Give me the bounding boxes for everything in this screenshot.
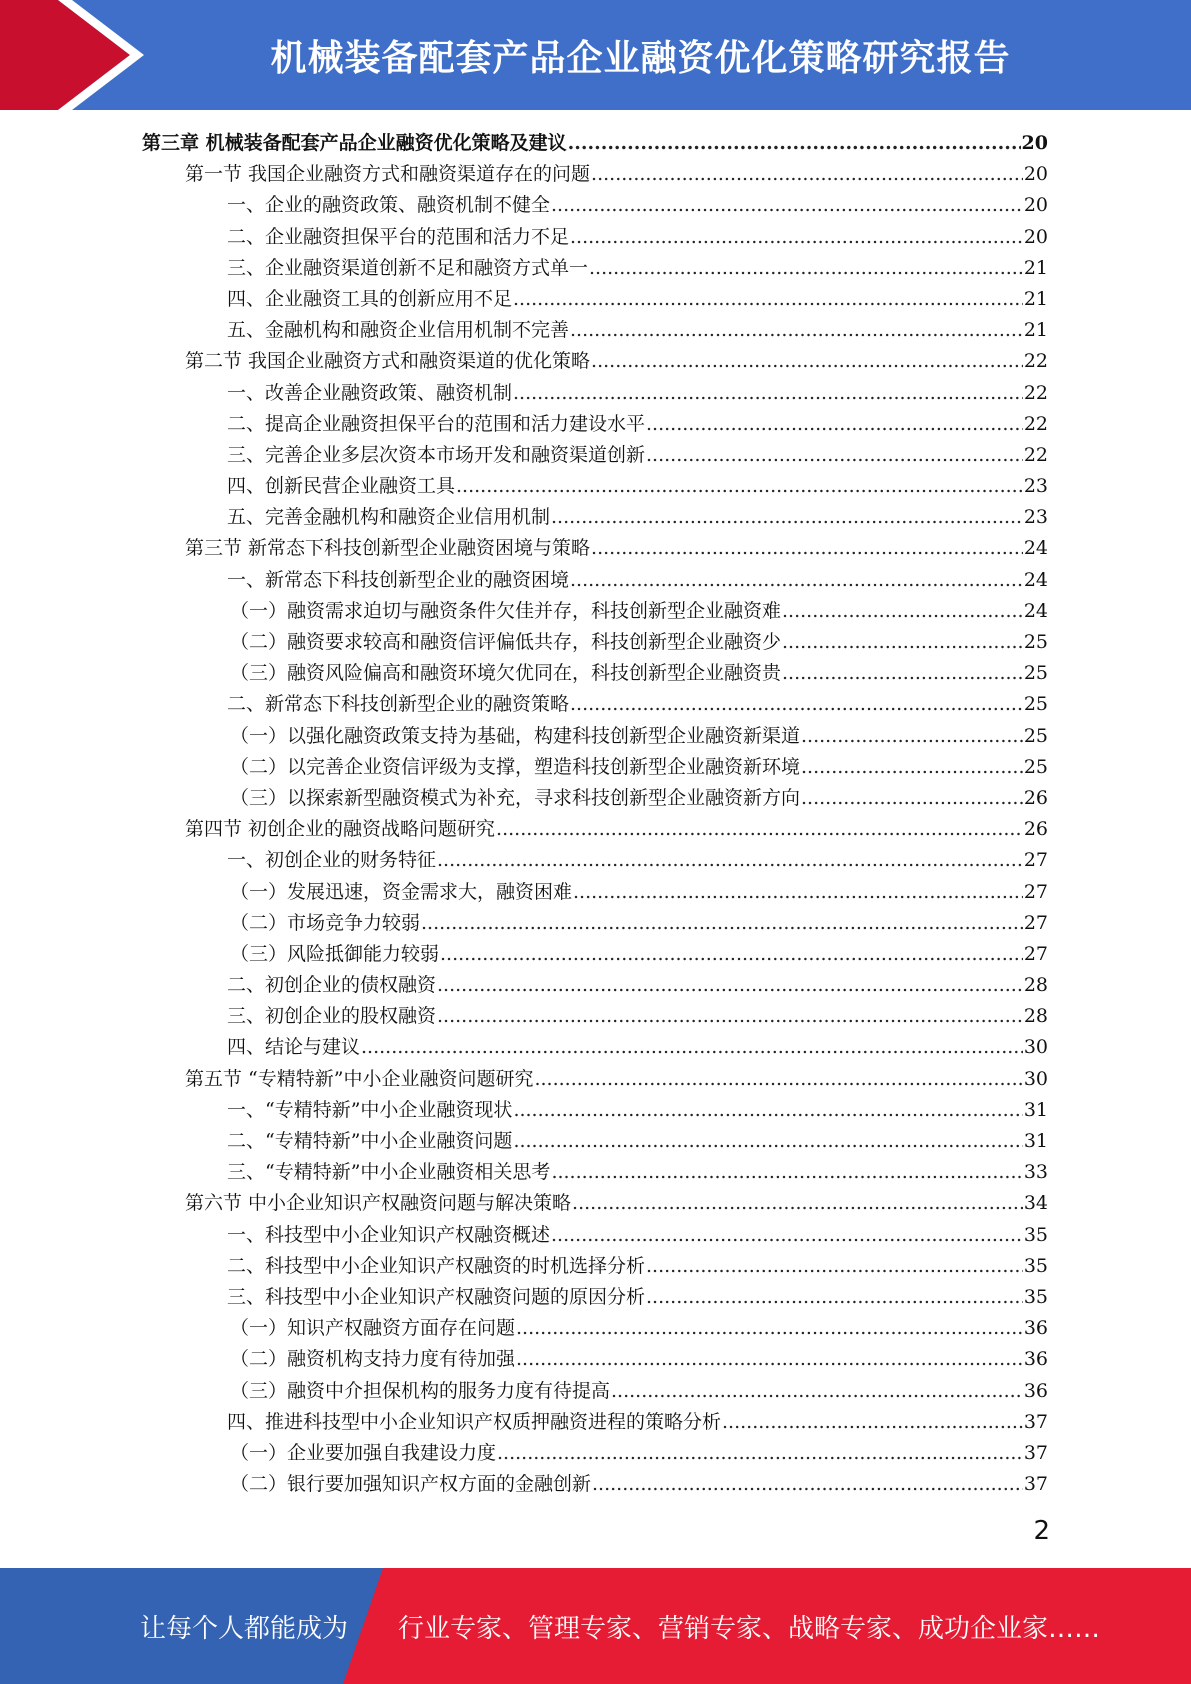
toc-entry-title: 第三章 机械装备配套产品企业融资优化策略及建议: [142, 132, 567, 154]
toc-dot-leader: [516, 1313, 1023, 1344]
toc-entry-title: 三、“专精特新”中小企业融资相关思考: [227, 1161, 551, 1184]
toc-entry-title: 二、初创企业的债权融资: [227, 974, 437, 997]
toc-entry-page: 34: [1023, 1192, 1048, 1215]
toc-dot-leader: [570, 222, 1023, 253]
toc-entry-title: 一、改善企业融资政策、融资机制: [227, 381, 513, 404]
toc-entry[interactable]: [142, 315, 1048, 346]
toc-dot-leader: [496, 814, 1023, 845]
toc-entry-page: 35: [1023, 1254, 1048, 1277]
toc-entry[interactable]: [142, 1469, 1048, 1500]
toc-entry-page: 37: [1023, 1441, 1048, 1464]
toc-entry[interactable]: [142, 222, 1048, 253]
header-red-chevron: [0, 0, 150, 110]
toc-entry-page: 36: [1023, 1379, 1048, 1402]
toc-entry-title: 二、新常态下科技创新型企业的融资策略: [227, 693, 570, 716]
toc-entry[interactable]: [142, 1001, 1048, 1032]
toc-dot-leader: [570, 565, 1023, 596]
toc-dot-leader: [437, 1001, 1023, 1032]
toc-entry-title: 三、科技型中小企业知识产权融资问题的原因分析: [227, 1285, 646, 1308]
toc-entry-title: 二、科技型中小企业知识产权融资的时机选择分析: [227, 1254, 646, 1277]
toc-entry[interactable]: [142, 1282, 1048, 1313]
toc-entry[interactable]: [142, 1126, 1048, 1157]
toc-dot-leader: [801, 721, 1023, 752]
toc-entry[interactable]: [142, 1251, 1048, 1282]
toc-entry-page: 30: [1023, 1067, 1048, 1090]
toc-entry-title: （一）企业要加强自我建设力度: [230, 1441, 497, 1464]
toc-entry-title: （二）以完善企业资信评级为支撑，塑造科技创新型企业融资新环境: [230, 755, 801, 778]
page-header: [0, 0, 1191, 110]
footer-slogan-right: 行业专家、管理专家、营销专家、战略专家、成功企业家……: [398, 1613, 1101, 1644]
toc-entry[interactable]: [142, 1220, 1048, 1251]
toc-dot-leader: [611, 1376, 1023, 1407]
toc-entry-page: 35: [1023, 1285, 1048, 1308]
toc-entry[interactable]: [142, 783, 1048, 814]
toc-entry-title: 第一节 我国企业融资方式和融资渠道存在的问题: [185, 163, 591, 186]
toc-dot-leader: [437, 970, 1023, 1001]
toc-entry-page: 22: [1023, 381, 1048, 404]
toc-entry-page: 36: [1023, 1348, 1048, 1371]
toc-dot-leader: [570, 315, 1023, 346]
toc-entry-title: （三）融资风险偏高和融资环境欠优同在，科技创新型企业融资贵: [230, 662, 782, 685]
toc-entry-page: 21: [1023, 319, 1048, 342]
toc-entry[interactable]: [142, 1313, 1048, 1344]
toc-dot-leader: [782, 627, 1023, 658]
toc-entry-title: （三）融资中介担保机构的服务力度有待提高: [230, 1379, 611, 1402]
toc-dot-leader: [551, 1157, 1022, 1188]
toc-entry[interactable]: [142, 440, 1048, 471]
toc-dot-leader: [437, 845, 1023, 876]
toc-entry-page: 24: [1023, 568, 1048, 591]
toc-entry[interactable]: [142, 284, 1048, 315]
toc-entry[interactable]: [142, 346, 1048, 377]
toc-entry-page: 27: [1023, 911, 1048, 934]
toc-entry-page: 27: [1023, 880, 1048, 903]
toc-entry[interactable]: [142, 1064, 1048, 1095]
toc-entry-page: 20: [1023, 225, 1048, 248]
toc-entry-title: 三、企业融资渠道创新不足和融资方式单一: [227, 256, 589, 279]
table-of-contents: [142, 128, 1048, 1500]
toc-entry-page: 25: [1023, 693, 1048, 716]
toc-dot-leader: [646, 1282, 1023, 1313]
toc-dot-leader: [782, 658, 1023, 689]
toc-entry[interactable]: [142, 970, 1048, 1001]
toc-entry-title: （二）融资机构支持力度有待加强: [230, 1348, 516, 1371]
toc-entry-page: 23: [1023, 506, 1048, 529]
toc-entry-title: 一、企业的融资政策、融资机制不健全: [227, 194, 551, 217]
toc-entry[interactable]: [142, 596, 1048, 627]
toc-entry-title: 二、企业融资担保平台的范围和活力不足: [227, 225, 570, 248]
toc-entry-title: 一、“专精特新”中小企业融资现状: [227, 1098, 513, 1121]
toc-entry-title: 四、企业融资工具的创新应用不足: [227, 287, 513, 310]
toc-dot-leader: [534, 1064, 1022, 1095]
toc-dot-leader: [801, 783, 1023, 814]
toc-entry[interactable]: [142, 814, 1048, 845]
toc-entry-page: 28: [1023, 974, 1048, 997]
toc-dot-leader: [646, 1251, 1023, 1282]
toc-entry-page: 21: [1023, 287, 1048, 310]
toc-dot-leader: [570, 689, 1023, 720]
toc-entry[interactable]: [142, 908, 1048, 939]
toc-entry[interactable]: [142, 1376, 1048, 1407]
toc-entry-page: 20: [1021, 132, 1048, 154]
toc-dot-leader: [591, 533, 1023, 564]
toc-entry-title: 四、创新民营企业融资工具: [227, 475, 456, 498]
toc-entry-title: （一）以强化融资政策支持为基础，构建科技创新型企业融资新渠道: [230, 724, 801, 747]
toc-dot-leader: [801, 752, 1023, 783]
toc-entry-title: 一、初创企业的财务特征: [227, 849, 437, 872]
toc-entry-page: 22: [1023, 412, 1048, 435]
toc-dot-leader: [456, 471, 1023, 502]
toc-entry[interactable]: [142, 471, 1048, 502]
toc-entry-title: （三）以探索新型融资模式为补充，寻求科技创新型企业融资新方向: [230, 786, 801, 809]
toc-entry-page: 20: [1023, 163, 1048, 186]
toc-dot-leader: [551, 1220, 1023, 1251]
toc-dot-leader: [440, 939, 1023, 970]
toc-entry-title: （一）知识产权融资方面存在问题: [230, 1317, 516, 1340]
toc-entry-title: 五、完善金融机构和融资企业信用机制: [227, 506, 551, 529]
toc-dot-leader: [551, 190, 1023, 221]
toc-entry[interactable]: [142, 845, 1048, 876]
toc-entry[interactable]: [142, 533, 1048, 564]
toc-entry-page: 30: [1023, 1036, 1048, 1059]
toc-entry-title: 五、金融机构和融资企业信用机制不完善: [227, 319, 570, 342]
toc-entry[interactable]: [142, 190, 1048, 221]
toc-dot-leader: [516, 1344, 1023, 1375]
toc-entry-title: （二）融资要求较高和融资信评偏低共存，科技创新型企业融资少: [230, 631, 782, 653]
toc-entry[interactable]: [142, 721, 1048, 752]
toc-entry-page: 27: [1023, 849, 1048, 872]
toc-entry-title: （三）风险抵御能力较弱: [230, 942, 440, 965]
toc-dot-leader: [551, 502, 1023, 533]
toc-dot-leader: [589, 253, 1023, 284]
toc-entry[interactable]: [142, 1188, 1048, 1219]
toc-dot-leader: [568, 128, 1021, 159]
toc-entry[interactable]: [142, 128, 1048, 159]
toc-entry-page: 35: [1023, 1223, 1048, 1246]
toc-entry-page: 21: [1023, 256, 1048, 279]
toc-entry-page: 31: [1023, 1098, 1048, 1121]
toc-entry[interactable]: [142, 939, 1048, 970]
toc-dot-leader: [591, 159, 1023, 190]
toc-entry-page: 37: [1023, 1410, 1048, 1433]
toc-dot-leader: [497, 1438, 1023, 1469]
toc-entry[interactable]: [142, 409, 1048, 440]
toc-dot-leader: [646, 409, 1023, 440]
toc-dot-leader: [361, 1032, 1023, 1063]
toc-entry-page: 36: [1023, 1317, 1048, 1340]
toc-entry[interactable]: [142, 1407, 1048, 1438]
toc-dot-leader: [782, 596, 1023, 627]
toc-entry-title: 一、新常态下科技创新型企业的融资困境: [227, 568, 570, 591]
toc-entry-title: 第四节 初创企业的融资战略问题研究: [185, 818, 496, 841]
toc-entry-page: 31: [1023, 1130, 1048, 1152]
toc-entry-page: 33: [1023, 1161, 1048, 1184]
toc-entry-title: （二）银行要加强知识产权方面的金融创新: [230, 1473, 592, 1496]
toc-entry-page: 20: [1023, 194, 1048, 217]
toc-entry-page: 28: [1023, 1005, 1048, 1028]
toc-entry-page: 24: [1023, 537, 1048, 560]
toc-entry[interactable]: [142, 658, 1048, 689]
toc-entry-page: 26: [1023, 818, 1048, 841]
page-number: 2: [1033, 1516, 1050, 1546]
toc-entry-page: 25: [1023, 662, 1048, 685]
toc-entry[interactable]: [142, 378, 1048, 409]
footer-slogan-left: 让每个人都能成为: [140, 1613, 349, 1644]
toc-entry[interactable]: [142, 1438, 1048, 1469]
toc-dot-leader: [513, 284, 1023, 315]
toc-dot-leader: [646, 440, 1023, 471]
toc-entry-title: 二、“专精特新”中小企业融资问题: [227, 1130, 513, 1152]
toc-entry[interactable]: [142, 1032, 1048, 1063]
toc-entry-title: 四、推进科技型中小企业知识产权质押融资进程的策略分析: [227, 1410, 722, 1433]
toc-entry-page: 24: [1023, 599, 1048, 622]
toc-entry-title: 第五节 “专精特新”中小企业融资问题研究: [185, 1067, 534, 1090]
toc-entry-title: 第二节 我国企业融资方式和融资渠道的优化策略: [185, 350, 591, 373]
toc-entry-title: 一、科技型中小企业知识产权融资概述: [227, 1223, 551, 1246]
toc-entry-title: （一）融资需求迫切与融资条件欠佳并存，科技创新型企业融资难: [230, 599, 782, 622]
toc-dot-leader: [592, 1469, 1023, 1500]
toc-entry-page: 22: [1023, 443, 1048, 466]
toc-entry-title: 三、完善企业多层次资本市场开发和融资渠道创新: [227, 443, 646, 466]
toc-entry-page: 25: [1023, 724, 1048, 747]
toc-dot-leader: [513, 1126, 1022, 1157]
toc-entry-title: 四、结论与建议: [227, 1036, 361, 1059]
toc-entry[interactable]: [142, 253, 1048, 284]
toc-dot-leader: [513, 378, 1023, 409]
toc-entry[interactable]: [142, 565, 1048, 596]
toc-entry-page: 23: [1023, 475, 1048, 498]
document-title: 机械装备配套产品企业融资优化策略研究报告: [270, 37, 1011, 79]
toc-dot-leader: [513, 1095, 1022, 1126]
toc-entry[interactable]: [142, 627, 1048, 658]
toc-entry-page: 26: [1023, 786, 1048, 809]
toc-entry-title: 第六节 中小企业知识产权融资问题与解决策略: [185, 1192, 572, 1215]
toc-dot-leader: [573, 877, 1023, 908]
toc-entry-title: （一）发展迅速，资金需求大，融资困难: [230, 880, 573, 903]
toc-entry-page: 25: [1023, 631, 1048, 653]
toc-entry-page: 25: [1023, 755, 1048, 778]
toc-entry[interactable]: [142, 159, 1048, 190]
toc-dot-leader: [572, 1188, 1023, 1219]
toc-entry-title: 第三节 新常态下科技创新型企业融资困境与策略: [185, 537, 591, 560]
toc-entry[interactable]: [142, 1095, 1048, 1126]
toc-dot-leader: [591, 346, 1023, 377]
toc-entry[interactable]: [142, 752, 1048, 783]
toc-dot-leader: [722, 1407, 1023, 1438]
toc-dot-leader: [421, 908, 1023, 939]
toc-entry-page: 37: [1023, 1473, 1048, 1496]
toc-entry[interactable]: [142, 689, 1048, 720]
page-footer: [0, 1568, 1191, 1684]
toc-entry[interactable]: [142, 1344, 1048, 1375]
toc-entry-page: 22: [1023, 350, 1048, 373]
toc-entry[interactable]: [142, 1157, 1048, 1188]
toc-entry-title: （二）市场竞争力较弱: [230, 911, 421, 934]
toc-entry-title: 二、提高企业融资担保平台的范围和活力建设水平: [227, 412, 646, 435]
toc-entry[interactable]: [142, 502, 1048, 533]
toc-entry-page: 27: [1023, 942, 1048, 965]
toc-entry-title: 三、初创企业的股权融资: [227, 1005, 437, 1028]
toc-entry[interactable]: [142, 877, 1048, 908]
